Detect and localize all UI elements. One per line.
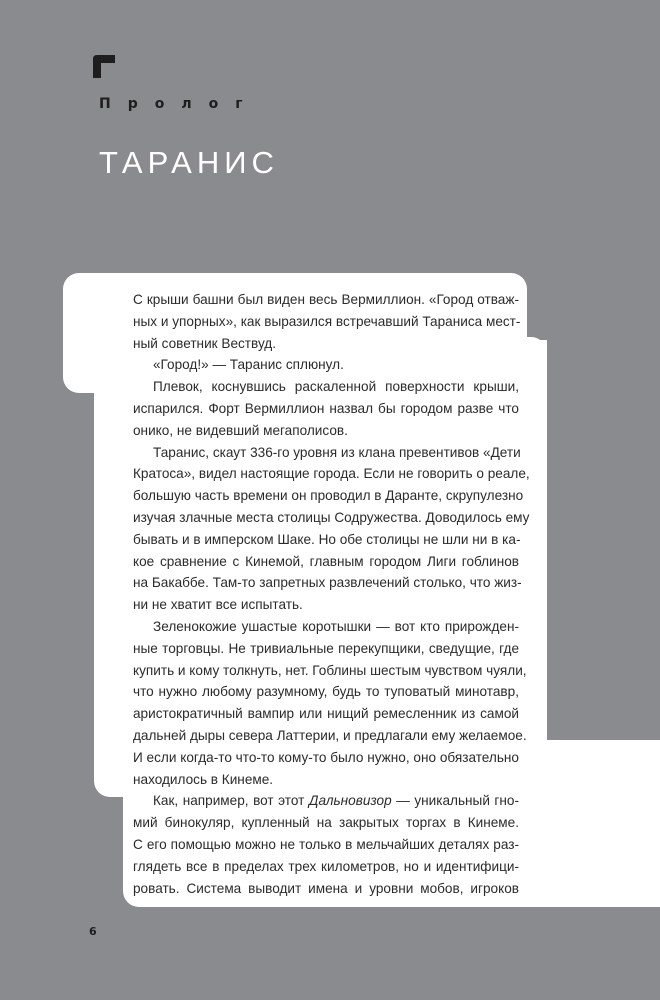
text-line: большую часть времени он проводил в Даранте, скрупулезно [133, 488, 524, 504]
paragraph [133, 354, 519, 376]
paragraph [133, 289, 519, 354]
chapter-title: ТАРАНИС [99, 145, 279, 180]
text-line [133, 790, 519, 812]
text-line: бывать и в имперском Шаке. Но обе столицы не шли ни в ка- [133, 531, 521, 547]
text-line: купить и кому толкнуть, нет. Гоблины шестым чувством чуяли, [133, 662, 527, 678]
text-line: ный советник Вествуд. [133, 335, 277, 351]
paragraph [133, 616, 527, 790]
text-line: мий бинокуляр, купленный на закрытых торгах в Кинеме. [133, 815, 519, 831]
text-line: Зеленокожие ушастые коротышки — вот кто прирожден- [153, 618, 519, 634]
paragraph [133, 790, 519, 899]
text-line: изучая злачные места столицы Содружества. Доводилось ему [133, 509, 530, 525]
text-line: ные торговцы. Не тривиальные перекупщики, сведущие, где [133, 640, 519, 656]
text-line: на Бакаббе. Там-то запретных развлечений столько, что жиз- [133, 575, 522, 591]
paragraph [133, 376, 519, 441]
text-line: ни не хватит все испытать. [133, 597, 303, 613]
italic-term: Дальновизор [308, 793, 392, 809]
paragraph [133, 442, 530, 616]
text-line: ровать. Система выводит имена и уровни мобов, игроков [133, 880, 519, 896]
text-line: находилось в Кинеме. [133, 771, 274, 787]
text-line: глядеть все в пределах трех километров, но и идентифици- [133, 858, 519, 874]
text-line: Плевок, коснувшись раскаленной поверхности крыши, [153, 379, 519, 395]
body-text [133, 289, 530, 899]
text-line: дальней дыры севера Латтерии, и предлагали ему желаемое. [133, 727, 527, 743]
text-line: кое сравнение с Кинемой, главным городом Лиги гоблинов [133, 553, 519, 569]
text-span: — уникальный гно- [391, 793, 519, 809]
text-line: Кратоса», видел настоящие города. Если не говорить о реале, [133, 466, 530, 482]
text-line: что нужно любому разумному, будь то туповатый минотавр, [133, 684, 519, 700]
text-line: «Город!» — Таранис сплюнул. [153, 357, 344, 373]
page-number: 6 [89, 925, 97, 938]
text-line: Таранис, скаут 336-го уровня из клана превентивов «Дети [153, 444, 521, 460]
text-line: С его помощью можно не только в мельчайших деталях раз- [133, 836, 519, 852]
text-span: Как, например, вот этот [153, 793, 309, 809]
text-line: И если когда-то что-то кому-то было нужно, оно обязательно [133, 749, 519, 765]
chapter-label: Пролог [99, 96, 260, 112]
text-line: ных и упорных», как выразился встречавший Тараниса мест- [133, 313, 521, 329]
corner-bracket-icon [93, 55, 115, 78]
text-line: онико, не видевший мегаполисов. [133, 422, 348, 438]
text-line: С крыши башни был виден весь Вермиллион. «Город отваж- [133, 292, 519, 307]
text-line: аристократичный вампир или нищий ремесленник из самой [133, 706, 519, 722]
text-line: испарился. Форт Вермиллион назвал бы городом разве что [133, 400, 519, 416]
